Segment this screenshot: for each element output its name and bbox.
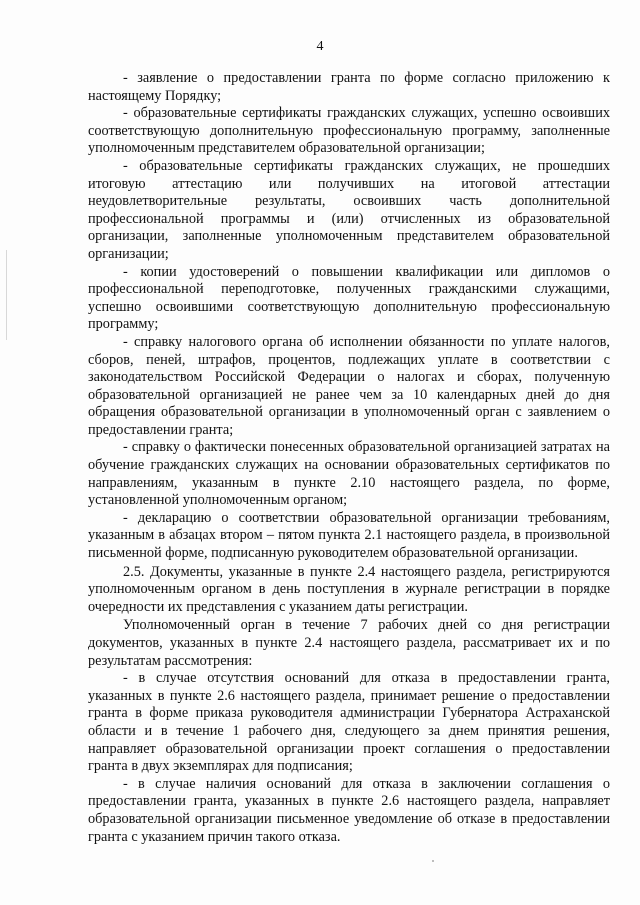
scan-speck [432,860,434,862]
paragraph-certificates-partial: - образовательные сертификаты гражданских служащих, не прошедших итоговую аттестацию или получивших на итоговой аттестации неудовлетворительные результаты, освоивших часть дополнительной профессиональной программы и (или) отчисленных из образовательной организации, заполненные уполномоченным представителем образовательной организации; [88,157,610,262]
paragraph-declaration: - декларацию о соответствии образовательной организации требованиям, указанным в абзацах втором – пятом пункта 2.1 настоящего раздела, в произвольной письменной форме, подписанную руководителем образовательной организации. [88,509,610,562]
paragraph-section-2-5: 2.5. Документы, указанные в пункте 2.4 настоящего раздела, регистрируются уполномоченным органом в день поступления в журнале регистрации в порядке очередности их представления с указанием даты регистрации. [88,563,610,615]
scan-margin-mark [6,250,7,340]
page-number: 4 [316,39,324,54]
document-body [88,70,610,846]
paragraph-application: - заявление о предоставлении гранта по форме согласно приложению к настоящему Порядку; [88,70,610,104]
paragraph-tax-certificate: - справку налогового органа об исполнении обязанности по уплате налогов, сборов, пеней, штрафов, процентов, подлежащих уплате в соответствии с законодательством Российской Федерации о налогах и сборах, полученную образовательной организацией не ранее чем за 10 календарных дней до дня обращения образовательной организации в уполномоченный орган с заявлением о предоставлении гранта; [88,333,610,438]
paragraph-certificates-completed: - образовательные сертификаты гражданских служащих, успешно освоивших соответствующую дополнительную профессиональную программу, заполненные уполномоченным представителем образовательной организации; [88,105,610,157]
paragraph-costs-certificate: - справку о фактически понесенных образовательной организацией затратах на обучение гражданских служащих на основании образовательных сертификатов по направлениям, указанным в пункте 2.10 настоящего раздела, по форме, установленной уполномоченным органом; [88,439,610,509]
paragraph-review: Уполномоченный орган в течение 7 рабочих дней со дня регистрации документов, указанных в пункте 2.4 настоящего раздела, рассматривает их и по результатам рассмотрения: [88,617,610,669]
paragraph-diploma-copies: - копии удостоверений о повышении квалификации или дипломов о профессиональной переподготовке, полученных гражданскими служащими, успешно освоившими соответствующую дополнительную профессиональную программу; [88,263,610,333]
paragraph-grant-approval: - в случае отсутствия оснований для отказа в предоставлении гранта, указанных в пункте 2.6 настоящего раздела, принимает решение о предоставлении гранта в форме приказа руководителя администрации Губернатора Астраханской области и в течение 1 рабочего дня, следующего за днем принятия решения, направляет образовательной организации проект соглашения о предоставлении гранта в двух экземплярах для подписания; [88,670,610,775]
paragraph-grant-refusal: - в случае наличия оснований для отказа в заключении соглашения о предоставлении гранта, указанных в пункте 2.6 настоящего раздела, направляет образовательной организации письменное уведомление об отказе в предоставлении гранта с указанием причин такого отказа. [88,775,610,845]
